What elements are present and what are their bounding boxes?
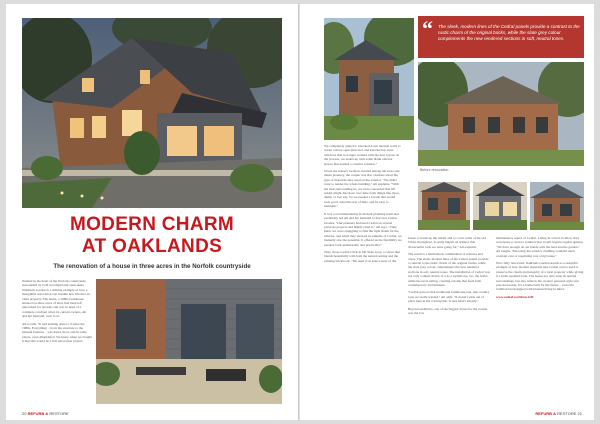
pull-quote bbox=[418, 16, 584, 58]
thumb-photo-3 bbox=[530, 182, 584, 230]
right-page bbox=[300, 4, 594, 420]
article-headline bbox=[6, 214, 298, 258]
paragraph: Nestled in the heart of the Norfolk countryside, surrounded by both woodland and open skies, Oaklands Garden is a striking example of how a thoughtful renovation can breathe new life into an older property. The home, a 1980s farmhouse situated on three acres of land, had been left untouched for decades and was in need of a complete overhaul when its current owners, Ali and her husband, took it on. bbox=[22, 279, 90, 319]
exterior-garden-photo bbox=[324, 18, 414, 140]
right-text-column-2 bbox=[496, 236, 584, 406]
paragraph: house to break up the render and to cover some of the old bricks throughout. It really helped us achieve that characterful look we were going for," Ali explains. bbox=[408, 236, 486, 249]
magazine-section: RESTORE bbox=[49, 411, 69, 416]
photo-caption: Before renovation bbox=[420, 168, 449, 172]
paragraph: It was a recommendation from their planning team that eventually led Ali and her husband to discover Cedral facades. "Our planners had used Cedral on several previous projects and highly rated it," Ali says. "They knew we were struggling to find the right finish for the exterior, and when they showed us samples of Cedral, we instantly saw the potential. It offered us the flexibility we needed, both aesthetically and practically." bbox=[324, 211, 402, 247]
brand-ampersand: & bbox=[553, 411, 557, 416]
paragraph: Beyond aesthetics, one of the biggest draws for the couple was the low bbox=[408, 306, 488, 316]
page-number: 21 bbox=[577, 411, 582, 416]
thumb-2-illustration bbox=[473, 182, 527, 230]
hero-house-illustration bbox=[22, 18, 282, 208]
paragraph: "Cedral gave us that traditional farmhouse feel, that country look we really wanted," Ali adds. "It doesn't stick out of place here in the countryside. It sure hasn't already." bbox=[408, 290, 490, 304]
page-number: 20 bbox=[22, 411, 27, 416]
magazine-section: RESTORE bbox=[557, 411, 577, 416]
thumb-3-illustration bbox=[530, 182, 584, 230]
right-text-column-1 bbox=[408, 236, 490, 406]
patio-illustration bbox=[96, 279, 282, 404]
before-illustration bbox=[418, 62, 584, 166]
paragraph: maintenance aspect of Cedral. Living in a rural location, they were keen to avoid a solution that would require regular upkeep. "We have enough on our hands with the land and the garden," Ali laughs. "Knowing the exterior cladding wouldn't need constant care or repainting was a big bonus." bbox=[496, 236, 584, 258]
exterior-illustration bbox=[324, 18, 414, 140]
paragraph: Now fully renovated, Oaklands Garden stands as a beautiful example of how modern materials like Cedral can be used to preserve the charm and integrity of a rural property while giving it a fresh, updated look. The house not only suits its natural surroundings, but also reflects the owners' personal style and practical needs. It's a home built for the future – rooted in tradition but designed with modern living in mind. bbox=[496, 261, 584, 292]
left-text-column-1 bbox=[22, 279, 92, 409]
right-footer bbox=[535, 411, 582, 416]
headline-line-2: AT OAKLANDS bbox=[81, 236, 223, 257]
thumb-photo-2 bbox=[473, 182, 527, 230]
left-page bbox=[6, 4, 298, 420]
right-text-column-0 bbox=[324, 144, 402, 404]
paragraph: Given the house's location, nestled among tall trees and dense greenery, the couple was also cautious about the type of materials they used on the exterior. "We didn't want to render the whole building," Ali explains, "With the trees surrounding us, we were concerned that lift render might discolour over time from things like moss, damp, or tree sap. So we needed a facade that would look good, stand the test of time, and be easy to maintain." bbox=[324, 169, 400, 209]
paragraph: Ali recalls, "It had nothing done to it since the 1980s. Everything – from the structure to the internal features – was dated, tired, and in some places, even dilapidated. We knew when we bought it that this would be a full renovation project. bbox=[22, 321, 92, 344]
before-renovation-photo bbox=[418, 62, 584, 166]
thumb-1-illustration bbox=[418, 182, 470, 230]
paragraph: We completely gutted it, knocked down internal walls to create a more open-plan feel, and knocked up extra windows that no longer worked with the new layout. In the process, we ended up with some blank exterior spaces that needed a creative solution." bbox=[324, 144, 401, 166]
brand-ampersand: & bbox=[45, 411, 49, 416]
patio-photo bbox=[96, 279, 282, 404]
paragraph: They chose Cedral Click in Oil Slate Grey, a colour that blends beautifully with both the natural setting and the existing brickwork. "We used it on select areas of the bbox=[324, 249, 400, 263]
paragraph: The result is a harmonious combination of textures and tones. The sleek, modern lines of the Cedral panels provide a contrast to the rustic charm of the original bricks, while the slate grey colour complements the new rendered sections in soft, neutral tones. The installation of Cedral was not only a smart choice. It was a stylish one, too, the home, while the rural setting, creating a home that feels both contemporary and timeless. bbox=[408, 252, 490, 288]
article-deck: The renovation of a house in three acres in the Norfolk countryside bbox=[53, 263, 251, 270]
left-footer bbox=[22, 411, 69, 416]
magazine-brand: REFURB bbox=[535, 411, 553, 416]
quote-mark-icon: “ bbox=[422, 16, 433, 41]
website-link[interactable]: www.cedral.world/en-GB/ bbox=[496, 294, 534, 299]
pull-quote-text: The sleek, modern lines of the Cedral panels provide a contrast to the rustic charm of the original bricks, while the slate grey colour complements the new rendered sections in soft, neutral tones. bbox=[438, 24, 580, 41]
hero-house-photo bbox=[22, 18, 282, 208]
thumb-photo-1 bbox=[418, 182, 470, 230]
magazine-brand: REFURB bbox=[27, 411, 45, 416]
headline-line-1: MODERN CHARM bbox=[69, 214, 235, 235]
